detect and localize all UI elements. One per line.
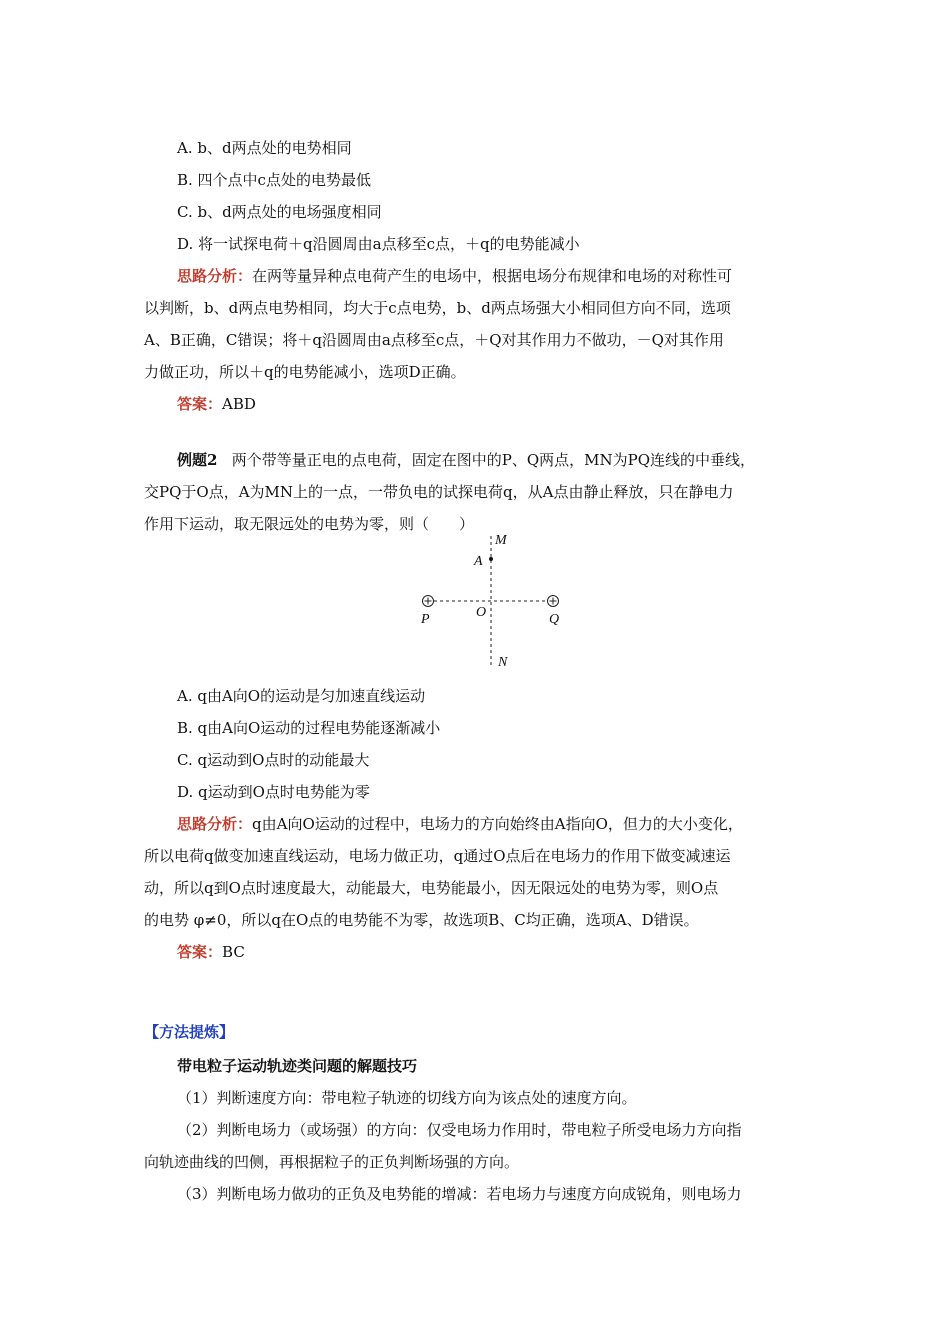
q1-option-c: C. b、d两点处的电场强度相同 [177, 203, 382, 221]
q2-answer [177, 942, 245, 962]
q2-option-c: C. q运动到O点时的动能最大 [177, 751, 370, 769]
label-q: Q [549, 612, 560, 627]
method-subtitle: 带电粒子运动轨迹类问题的解题技巧 [177, 1057, 418, 1075]
q1-analysis-line: 以判断，b、d两点电势相同，均大于c点电势，b、d两点场强大小相同但方向不同，选项 [144, 299, 731, 317]
q2-analysis-line: 所以电荷q做变加速直线运动，电场力做正功，q通过O点后在电场力的作用下做变减速运 [144, 847, 731, 865]
label-o: O [476, 605, 487, 620]
q1-answer-label: 答案： [177, 395, 223, 413]
label-m: M [495, 533, 507, 548]
q1-analysis-text: 在两等量异种点电荷产生的电场中，根据电场分布规律和电场的对称性可 [252, 267, 733, 285]
q1-answer [177, 394, 256, 414]
charge-q-icon [548, 596, 559, 607]
q1-answer-value: ABD [222, 395, 256, 413]
q2-analysis-label: 思路分析： [177, 815, 253, 833]
method-line: （2）判断电场力（或场强）的方向：仅受电场力作用时，带电粒子所受电场力方向指 [177, 1121, 742, 1139]
q2-analysis-text: q由A向O运动的过程中，电场力的方向始终由A指向O，但力的大小变化， [252, 815, 743, 833]
point-a-dot [489, 557, 493, 561]
q2-option-d: D. q运动到O点时电势能为零 [177, 783, 370, 801]
q2-stem-line: 作用下运动，取无限远处的电势为零，则（ ） [144, 515, 475, 533]
q1-option-a: A. b、d两点处的电势相同 [177, 139, 352, 157]
q1-analysis-label: 思路分析： [177, 267, 253, 285]
q1-analysis-line: A、B正确，C错误；将＋q沿圆周由a点移至c点，＋Q对其作用力不做功，－Q对其作用 [144, 331, 724, 349]
q2-title: 例题2 [177, 451, 218, 469]
q2-answer-label: 答案： [177, 943, 223, 961]
q2-option-a: A. q由A向O的运动是匀加速直线运动 [177, 687, 426, 705]
q2-stem-first-line [177, 450, 755, 470]
q1-option-d: D. 将一试探电荷＋q沿圆周由a点移至c点，＋q的电势能减小 [177, 235, 580, 253]
label-n: N [498, 655, 508, 670]
q2-analysis-first-line [177, 814, 743, 834]
q2-figure [410, 528, 580, 673]
q1-analysis-line: 力做正功，所以＋q的电势能减小，选项D正确。 [144, 363, 466, 381]
label-a: A [474, 554, 483, 569]
method-heading: 【方法提炼】 [144, 1023, 235, 1041]
method-line: 向轨迹曲线的凹侧，再根据粒子的正负判断场强的方向。 [144, 1153, 520, 1171]
charge-p-icon [423, 596, 434, 607]
method-line: （1）判断速度方向：带电粒子轨迹的切线方向为该点处的速度方向。 [177, 1089, 637, 1107]
q2-answer-value: BC [222, 943, 245, 961]
q2-stem-line: 交PQ于O点，A为MN上的一点，一带负电的试探电荷q，从A点由静止释放，只在静电力 [144, 483, 734, 501]
method-line: （3）判断电场力做功的正负及电势能的增减：若电场力与速度方向成锐角，则电场力 [177, 1185, 742, 1203]
label-p: P [421, 612, 430, 627]
q2-stem-text: 两个带等量正电的点电荷，固定在图中的P、Q两点，MN为PQ连线的中垂线， [231, 451, 756, 469]
q2-option-b: B. q由A向O运动的过程电势能逐渐减小 [177, 719, 441, 737]
q1-option-b: B. 四个点中c点处的电势最低 [177, 171, 371, 189]
q1-analysis-first-line [177, 266, 732, 286]
q2-analysis-line: 动，所以q到O点时速度最大，动能最大，电势能最小，因无限远处的电势为零，则O点 [144, 879, 719, 897]
q2-analysis-line: 的电势 φ≠0，所以q在O点的电势能不为零，故选项B、C均正确，选项A、D错误。 [144, 911, 699, 929]
